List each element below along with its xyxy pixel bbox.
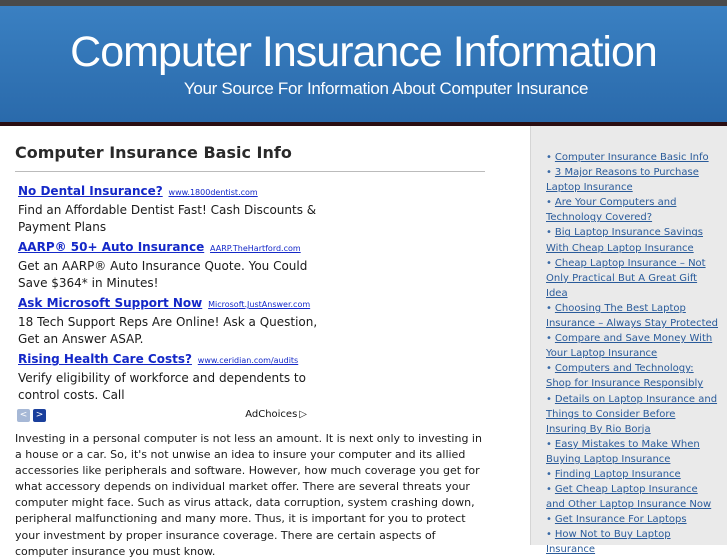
list-item xyxy=(546,225,718,255)
bullet-icon: • xyxy=(546,152,552,163)
ad-item xyxy=(18,239,318,295)
ad-item xyxy=(18,183,318,239)
sidebar-link[interactable]: 3 Major Reasons to Purchase Laptop Insurance xyxy=(546,167,699,194)
title-rule xyxy=(15,171,485,172)
list-item xyxy=(546,482,718,512)
ad-url-link[interactable]: www.ceridian.com/audits xyxy=(197,356,299,365)
bullet-icon: • xyxy=(546,363,552,375)
ad-url-link[interactable]: AARP.TheHartford.com xyxy=(210,244,301,253)
ad-description: 18 Tech Support Reps Are Online! Ask a Question, Get an Answer ASAP. xyxy=(18,315,318,346)
ad-item xyxy=(18,351,318,407)
ad-navigation xyxy=(17,409,307,423)
sidebar-link[interactable]: Choosing The Best Laptop Insurance – Always Stay Protected xyxy=(546,302,719,330)
bullet-icon: • xyxy=(546,438,552,450)
list-item xyxy=(546,437,718,467)
bullet-icon: • xyxy=(546,484,552,496)
list-item xyxy=(546,301,718,331)
adchoices-label: AdChoices xyxy=(245,409,298,420)
bullet-icon: • xyxy=(546,514,552,526)
site-title[interactable]: Computer Insurance Information xyxy=(70,28,657,76)
sidebar-link[interactable]: Easy Mistakes to Make When Buying Laptop Insurance xyxy=(546,438,700,465)
ad-title-link[interactable]: No Dental Insurance? xyxy=(18,184,163,198)
main-content xyxy=(15,126,490,558)
list-item xyxy=(546,512,718,527)
adchoices-link[interactable] xyxy=(245,409,307,420)
list-item xyxy=(546,467,718,482)
ad-description: Verify eligibility of workforce and dependents to control costs. Call xyxy=(18,371,306,402)
ad-title-link[interactable]: AARP® 50+ Auto Insurance xyxy=(18,240,205,254)
list-item xyxy=(546,165,718,195)
article-text: Investing in a personal computer is not less an amount. It is next only to investing in a house or a car. So, it's not unwise an idea to insure your computer and its allied accessories like peripherals and software. However, how much coverage you get for what accessory depends on individual market offer. There are several threats your computer might face. Such as virus attack, data corruption, system crashing down, peripheral malfunctioning and many more. Thus, it is important for you to protect your investment by proper insurance coverage. There are certain aspects of computer insurance you must know. xyxy=(15,432,482,558)
bullet-icon: • xyxy=(546,227,552,239)
sidebar-link[interactable]: Are Your Computers and Technology Covered? xyxy=(546,197,677,224)
bullet-icon: • xyxy=(546,468,552,480)
sidebar-link[interactable]: Get Insurance For Laptops xyxy=(554,514,687,526)
ad-title-link[interactable]: Ask Microsoft Support Now xyxy=(18,296,203,310)
bullet-icon: • xyxy=(546,197,552,209)
ad-block xyxy=(18,183,318,407)
sidebar xyxy=(530,126,727,556)
sidebar-link[interactable]: Cheap Laptop Insurance – Not Only Practical But A Great Gift Idea xyxy=(546,257,706,299)
ad-title-link[interactable]: Rising Health Care Costs? xyxy=(18,352,192,366)
sidebar-link[interactable]: Big Laptop Insurance Savings With Cheap Laptop Insurance xyxy=(546,227,703,254)
list-item xyxy=(546,527,718,557)
ad-description: Get an AARP® Auto Insurance Quote. You Could Save $364* in Minutes! xyxy=(18,259,308,290)
ad-next-button[interactable]: > xyxy=(33,409,46,422)
bullet-icon: • xyxy=(546,167,552,179)
bullet-icon: • xyxy=(546,393,552,405)
list-item xyxy=(546,361,718,391)
list-item xyxy=(546,256,718,301)
sidebar-link-list xyxy=(546,150,718,558)
ad-prev-button[interactable]: < xyxy=(17,409,30,422)
sidebar-link[interactable]: Computers and Technology: Shop for Insurance Responsibly xyxy=(546,363,704,390)
sidebar-link[interactable]: Details on Laptop Insurance and Things to Consider Before Insuring By Rio Borja xyxy=(546,393,718,435)
bullet-icon: • xyxy=(546,257,552,269)
ad-description: Find an Affordable Dentist Fast! Cash Discounts & Payment Plans xyxy=(18,203,317,234)
sidebar-link[interactable]: Compare and Save Money With Your Laptop Insurance xyxy=(546,333,713,360)
sidebar-link[interactable]: How Not to Buy Laptop Insurance xyxy=(546,529,671,556)
site-subtitle: Your Source For Information About Computer Insurance xyxy=(183,79,589,98)
adchoices-icon: ▷ xyxy=(299,409,307,420)
sidebar-link[interactable]: Finding Laptop Insurance xyxy=(554,468,681,480)
site-header xyxy=(0,6,727,122)
bullet-icon: • xyxy=(546,529,552,541)
bullet-icon: • xyxy=(546,333,552,345)
list-item xyxy=(546,150,718,165)
list-item xyxy=(546,331,718,361)
ad-url-link[interactable]: www.1800dentist.com xyxy=(168,188,258,197)
bullet-icon: • xyxy=(546,302,552,314)
ad-item xyxy=(18,295,318,351)
sidebar-link[interactable]: Computer Insurance Basic Info xyxy=(554,152,709,163)
ad-url-link[interactable]: Microsoft.JustAnswer.com xyxy=(208,300,311,309)
list-item xyxy=(546,392,718,437)
page-title: Computer Insurance Basic Info xyxy=(15,143,292,162)
list-item xyxy=(546,195,718,225)
sidebar-link[interactable]: Get Cheap Laptop Insurance and Other Laptop Insurance Now xyxy=(546,484,712,511)
